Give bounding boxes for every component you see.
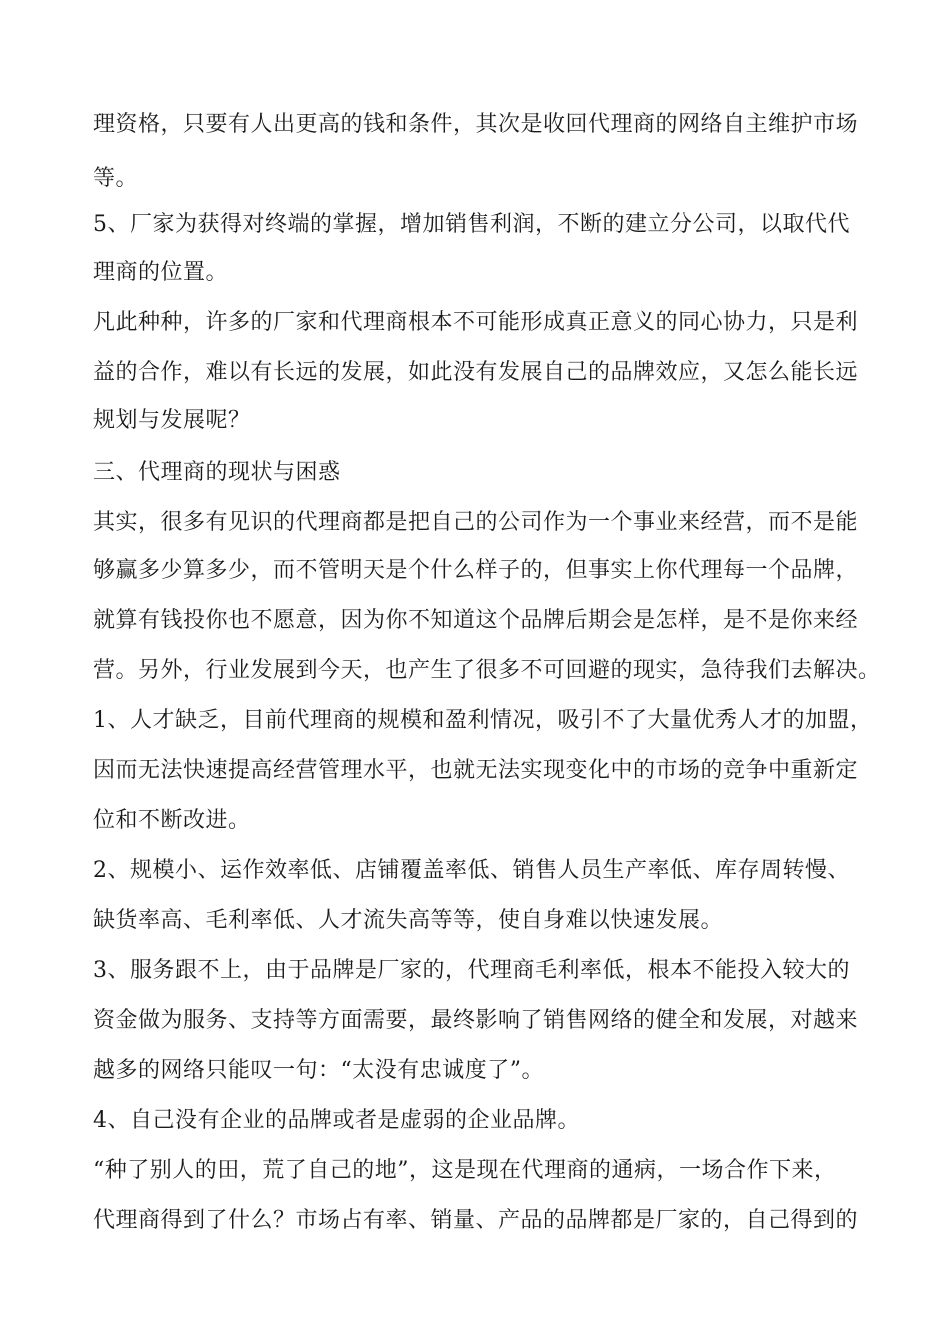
text-line: 越多的网络只能叹一句：“太没有忠诚度了”。 xyxy=(93,1058,544,1083)
text-line: 规划与发展呢？ xyxy=(93,408,251,433)
text-line: “种了别人的田，荒了自己的地”，这是现在代理商的通病，一场合作下来， xyxy=(93,1158,837,1183)
text-line: 5、厂家为获得对终端的掌握，增加销售利润，不断的建立分公司，以取代代 xyxy=(93,212,850,237)
text-line: 3、服务跟不上，由于品牌是厂家的，代理商毛利率低，根本不能投入较大的 xyxy=(93,958,850,983)
text-line: 就算有钱投你也不愿意，因为你不知道这个品牌后期会是怎样，是不是你来经 xyxy=(93,608,859,633)
text-line: 位和不断改进。 xyxy=(93,808,251,833)
text-line: 凡此种种，许多的厂家和代理商根本不可能形成真正意义的同心协力，只是利 xyxy=(93,310,859,335)
text-line: 4、自己没有企业的品牌或者是虚弱的企业品牌。 xyxy=(93,1108,580,1133)
text-line: 2、规模小、运作效率低、店铺覆盖率低、销售人员生产率低、库存周转慢、 xyxy=(93,858,850,883)
text-line: 其实，很多有见识的代理商都是把自己的公司作为一个事业来经营，而不是能 xyxy=(93,510,859,535)
text-line: 缺货率高、毛利率低、人才流失高等等，使自身难以快速发展。 xyxy=(93,908,724,933)
text-line: 理资格，只要有人出更高的钱和条件，其次是收回代理商的网络自主维护市场 xyxy=(93,112,859,137)
section-heading: 三、代理商的现状与困惑 xyxy=(93,460,341,485)
text-line: 够赢多少算多少，而不管明天是个什么样子的，但事实上你代理每一个品牌， xyxy=(93,558,859,583)
text-line: 因而无法快速提高经营管理水平，也就无法实现变化中的市场的竞争中重新定 xyxy=(93,758,859,783)
text-line: 益的合作，难以有长远的发展，如此没有发展自己的品牌效应，又怎么能长远 xyxy=(93,360,859,385)
text-line: 1、人才缺乏，目前代理商的规模和盈利情况，吸引不了大量优秀人才的加盟， xyxy=(93,708,873,733)
text-line: 等。 xyxy=(93,166,139,191)
text-line: 营。另外，行业发展到今天，也产生了很多不可回避的现实，急待我们去解决。 xyxy=(93,658,881,683)
text-line: 理商的位置。 xyxy=(93,260,229,285)
text-line: 代理商得到了什么？市场占有率、销量、产品的品牌都是厂家的，自己得到的 xyxy=(93,1208,859,1233)
text-line: 资金做为服务、支持等方面需要，最终影响了销售网络的健全和发展，对越来 xyxy=(93,1008,859,1033)
